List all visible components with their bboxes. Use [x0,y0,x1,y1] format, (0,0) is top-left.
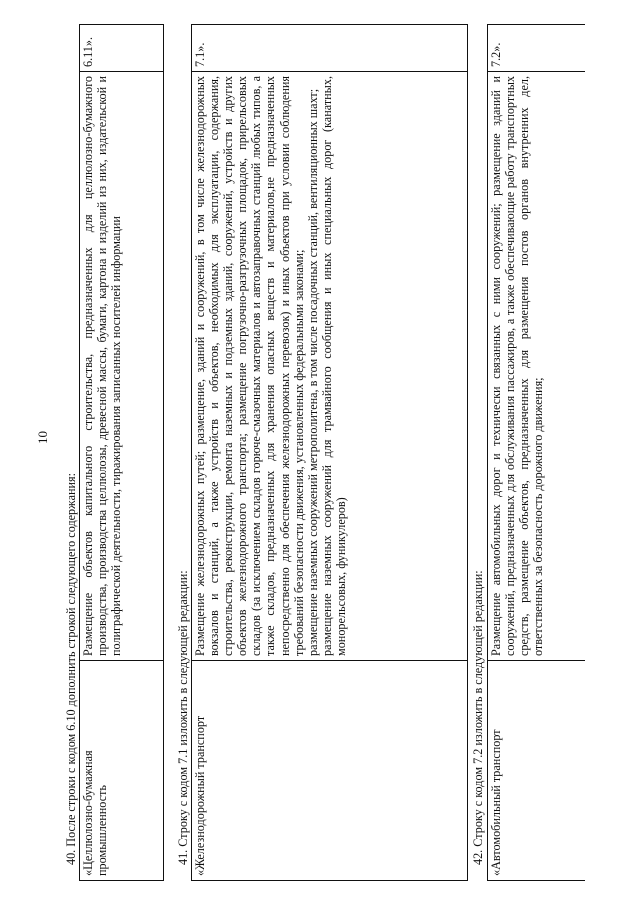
section-40-caption: 40. После строки с кодом 6.10 дополнить строкой следующего содержания: [64,472,78,865]
description-paragraph: Размещение объектов капитального строительства, предназначенных для целлюлозно-бумажного производства, производства целлюлозы, древесной массы, бумаги, картона и изделий из них, издательской и полиграфической деятельности, тиражирования записанных носителей информации [81,76,124,656]
page-number: 10 [35,431,50,444]
row-code: 7.2». [488,24,585,72]
row-code: 6.11». [80,24,163,72]
rotated-page-content [60,24,585,881]
table-row-6-11 [79,24,164,881]
row-description [192,72,467,661]
section-42-caption: 42. Строку с кодом 7.2 изложить в следующей редакции: [471,570,485,865]
row-name: «Автомобильный транспорт [488,661,585,881]
table-row-7-1 [191,24,468,881]
row-name: «Целлюлозно-бумажная промышленность [80,661,163,881]
table-row-7-2 [487,24,585,881]
description-paragraph: размещение наземных сооружений для трамвайного сообщения и иных специальных дорог (канатных, монорельсовых, фуникулеров) [319,76,348,656]
description-paragraph: размещение наземных сооружений метрополитена, в том числе посадочных станций, вентиляционных шахт; [305,88,320,656]
row-description [488,72,585,661]
row-description [80,72,163,661]
section-41-caption: 41. Строку с кодом 7.1 изложить в следующей редакции: [176,570,190,865]
row-code: 7.1». [192,24,467,72]
description-paragraph: Размещение автомобильных дорог и технически связанных с ними сооружений; размещение зданий и сооружений, предназначенных для обслуживания пассажиров, а также обеспечивающие работу транспортных средств, размещение объектов, предназначенных для размещения постов органов внутренних дел, ответственных за безопасность дорожного движения; [489,76,546,656]
row-name: «Железнодорожный транспорт [192,661,467,881]
description-paragraph: Размещение железнодорожных путей; размещение, зданий и сооружений, в том числе железнодорожных вокзалов и станций, а также устройств и объектов, необходимых для эксплуатации, содержания, строительства, реконструкции, ремонта наземных и подземных зданий, сооружений, устройств и других объектов железнодорожного транспорта; размещение погрузочно-разгрузочных площадок, прирельсовых складов (за исключением складов горюче-смазочных материалов и автозаправочных станций любых типов, а также складов, предназначенных для хранения опасных веществ и материалов,не предназначенных непосредственно для обеспечения железнодорожных перевозок) и иных объектов при условии соблюдения требований безопасности движения, установленных федеральными законами; [193,76,306,656]
